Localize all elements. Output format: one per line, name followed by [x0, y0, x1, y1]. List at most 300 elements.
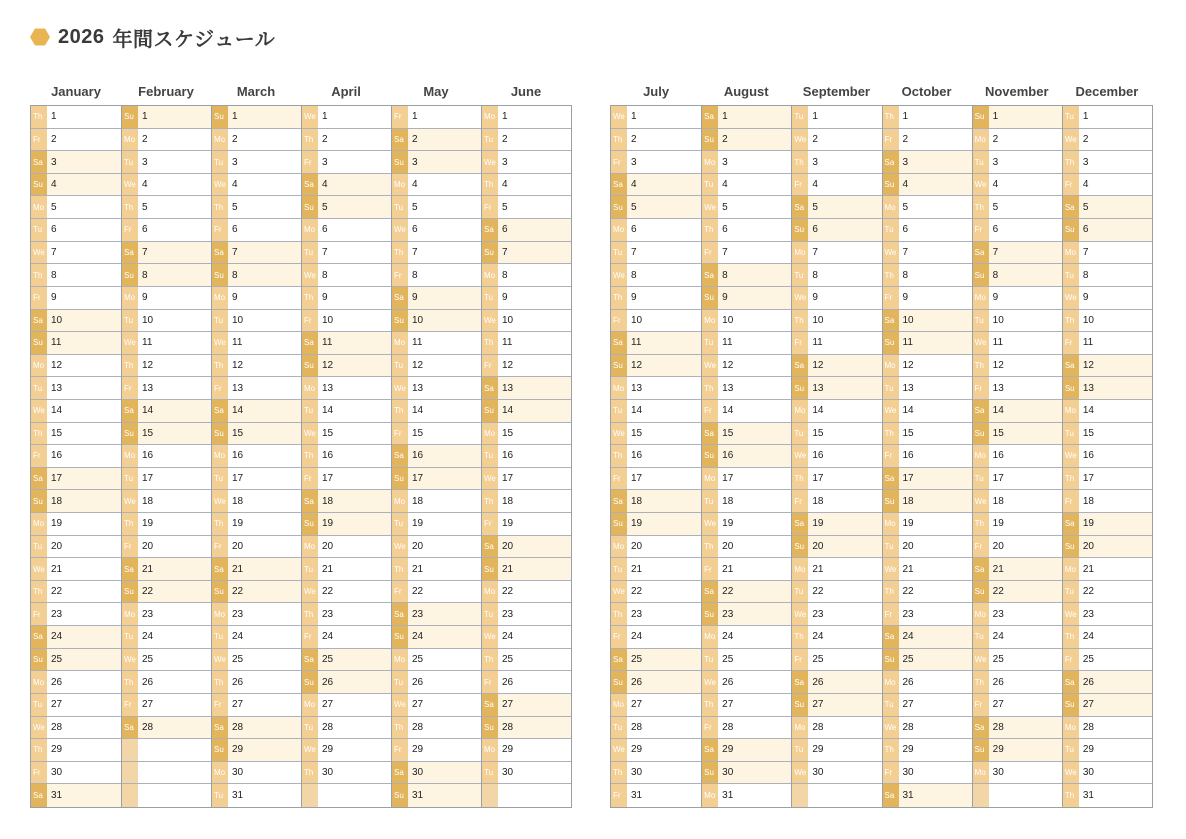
day-cell[interactable]	[611, 196, 701, 219]
day-cell[interactable]	[392, 468, 482, 491]
day-cell[interactable]	[611, 445, 701, 468]
day-cell[interactable]	[883, 717, 973, 740]
day-cell[interactable]	[122, 196, 212, 219]
day-cell[interactable]	[1063, 558, 1153, 581]
day-cell[interactable]	[302, 626, 392, 649]
day-cell[interactable]	[302, 739, 392, 762]
day-cell[interactable]	[122, 581, 212, 604]
day-cell[interactable]	[792, 400, 882, 423]
day-cell[interactable]	[212, 558, 302, 581]
day-cell[interactable]	[883, 106, 973, 129]
day-cell[interactable]	[792, 694, 882, 717]
day-cell[interactable]	[702, 558, 792, 581]
day-cell[interactable]	[482, 717, 572, 740]
day-cell[interactable]	[302, 717, 392, 740]
day-cell[interactable]	[31, 490, 121, 513]
day-cell[interactable]	[212, 649, 302, 672]
day-cell[interactable]	[31, 694, 121, 717]
day-cell[interactable]	[1063, 626, 1153, 649]
day-cell[interactable]	[1063, 694, 1153, 717]
day-cell[interactable]	[212, 784, 302, 807]
day-cell[interactable]	[883, 219, 973, 242]
day-cell[interactable]	[212, 106, 302, 129]
day-cell[interactable]	[212, 287, 302, 310]
day-cell[interactable]	[792, 739, 882, 762]
day-cell[interactable]	[611, 581, 701, 604]
day-cell[interactable]	[702, 264, 792, 287]
day-cell[interactable]	[31, 671, 121, 694]
day-cell[interactable]	[611, 377, 701, 400]
day-cell[interactable]	[1063, 784, 1153, 807]
day-cell[interactable]	[792, 626, 882, 649]
day-cell[interactable]	[1063, 762, 1153, 785]
day-cell[interactable]	[883, 671, 973, 694]
day-cell[interactable]	[31, 129, 121, 152]
day-cell[interactable]	[611, 603, 701, 626]
day-cell[interactable]	[1063, 242, 1153, 265]
day-cell[interactable]	[31, 717, 121, 740]
day-cell[interactable]	[702, 445, 792, 468]
day-cell[interactable]	[212, 400, 302, 423]
day-cell[interactable]	[973, 332, 1063, 355]
day-cell[interactable]	[1063, 377, 1153, 400]
day-cell[interactable]	[973, 377, 1063, 400]
day-cell[interactable]	[31, 287, 121, 310]
day-cell[interactable]	[482, 445, 572, 468]
day-cell[interactable]	[482, 196, 572, 219]
day-cell[interactable]	[482, 129, 572, 152]
day-cell[interactable]	[122, 106, 212, 129]
day-cell[interactable]	[1063, 423, 1153, 446]
day-cell[interactable]	[973, 468, 1063, 491]
day-cell[interactable]	[1063, 174, 1153, 197]
day-cell[interactable]	[792, 445, 882, 468]
day-cell[interactable]	[31, 581, 121, 604]
day-cell[interactable]	[883, 264, 973, 287]
day-cell[interactable]	[31, 626, 121, 649]
day-cell[interactable]	[1063, 219, 1153, 242]
day-cell[interactable]	[122, 513, 212, 536]
day-cell[interactable]	[1063, 400, 1153, 423]
day-cell[interactable]	[1063, 490, 1153, 513]
day-cell[interactable]	[702, 513, 792, 536]
day-cell[interactable]	[973, 287, 1063, 310]
day-cell[interactable]	[702, 739, 792, 762]
day-cell[interactable]	[973, 400, 1063, 423]
day-cell[interactable]	[883, 762, 973, 785]
day-cell[interactable]	[122, 490, 212, 513]
day-cell[interactable]	[392, 694, 482, 717]
day-cell[interactable]	[702, 355, 792, 378]
day-cell[interactable]	[973, 671, 1063, 694]
day-cell[interactable]	[122, 355, 212, 378]
day-cell[interactable]	[611, 694, 701, 717]
day-cell[interactable]	[611, 174, 701, 197]
day-cell[interactable]	[122, 264, 212, 287]
day-cell[interactable]	[392, 264, 482, 287]
day-cell[interactable]	[122, 423, 212, 446]
day-cell[interactable]	[122, 287, 212, 310]
day-cell[interactable]	[392, 310, 482, 333]
day-cell[interactable]	[212, 626, 302, 649]
day-cell[interactable]	[482, 649, 572, 672]
day-cell[interactable]	[482, 694, 572, 717]
day-cell[interactable]	[302, 332, 392, 355]
day-cell[interactable]	[792, 513, 882, 536]
day-cell[interactable]	[302, 355, 392, 378]
day-cell[interactable]	[31, 649, 121, 672]
day-cell[interactable]	[1063, 513, 1153, 536]
day-cell[interactable]	[482, 287, 572, 310]
day-cell[interactable]	[702, 219, 792, 242]
day-cell[interactable]	[973, 490, 1063, 513]
day-cell[interactable]	[973, 445, 1063, 468]
day-cell[interactable]	[702, 694, 792, 717]
day-cell[interactable]	[31, 762, 121, 785]
day-cell[interactable]	[702, 106, 792, 129]
day-cell[interactable]	[482, 106, 572, 129]
day-cell[interactable]	[792, 151, 882, 174]
day-cell[interactable]	[122, 310, 212, 333]
day-cell[interactable]	[302, 129, 392, 152]
day-cell[interactable]	[702, 649, 792, 672]
day-cell[interactable]	[702, 310, 792, 333]
day-cell[interactable]	[792, 649, 882, 672]
day-cell[interactable]	[302, 694, 392, 717]
day-cell[interactable]	[302, 174, 392, 197]
day-cell[interactable]	[973, 355, 1063, 378]
day-cell[interactable]	[212, 762, 302, 785]
day-cell[interactable]	[302, 603, 392, 626]
day-cell[interactable]	[122, 671, 212, 694]
day-cell[interactable]	[973, 219, 1063, 242]
day-cell[interactable]	[392, 762, 482, 785]
day-cell[interactable]	[212, 242, 302, 265]
day-cell[interactable]	[611, 649, 701, 672]
day-cell[interactable]	[31, 151, 121, 174]
day-cell[interactable]	[611, 400, 701, 423]
day-cell[interactable]	[31, 603, 121, 626]
day-cell[interactable]	[31, 106, 121, 129]
day-cell[interactable]	[1063, 129, 1153, 152]
day-cell[interactable]	[611, 332, 701, 355]
day-cell[interactable]	[611, 423, 701, 446]
day-cell[interactable]	[302, 264, 392, 287]
day-cell[interactable]	[31, 536, 121, 559]
day-cell[interactable]	[792, 603, 882, 626]
day-cell[interactable]	[792, 174, 882, 197]
day-cell[interactable]	[883, 490, 973, 513]
day-cell[interactable]	[212, 671, 302, 694]
day-cell[interactable]	[392, 400, 482, 423]
day-cell[interactable]	[31, 558, 121, 581]
day-cell[interactable]	[611, 717, 701, 740]
day-cell[interactable]	[611, 219, 701, 242]
day-cell[interactable]	[611, 490, 701, 513]
day-cell[interactable]	[1063, 106, 1153, 129]
day-cell[interactable]	[611, 151, 701, 174]
day-cell[interactable]	[973, 264, 1063, 287]
day-cell[interactable]	[212, 445, 302, 468]
day-cell[interactable]	[302, 196, 392, 219]
day-cell[interactable]	[31, 377, 121, 400]
day-cell[interactable]	[482, 242, 572, 265]
day-cell[interactable]	[611, 513, 701, 536]
day-cell[interactable]	[302, 558, 392, 581]
day-cell[interactable]	[973, 106, 1063, 129]
day-cell[interactable]	[392, 151, 482, 174]
day-cell[interactable]	[883, 536, 973, 559]
day-cell[interactable]	[31, 242, 121, 265]
day-cell[interactable]	[1063, 468, 1153, 491]
day-cell[interactable]	[792, 762, 882, 785]
day-cell[interactable]	[392, 332, 482, 355]
day-cell[interactable]	[122, 536, 212, 559]
day-cell[interactable]	[392, 377, 482, 400]
day-cell[interactable]	[122, 445, 212, 468]
day-cell[interactable]	[392, 536, 482, 559]
day-cell[interactable]	[702, 242, 792, 265]
day-cell[interactable]	[122, 603, 212, 626]
day-cell[interactable]	[392, 423, 482, 446]
day-cell[interactable]	[1063, 332, 1153, 355]
day-cell[interactable]	[482, 400, 572, 423]
day-cell[interactable]	[212, 355, 302, 378]
day-cell[interactable]	[883, 242, 973, 265]
day-cell[interactable]	[482, 468, 572, 491]
day-cell[interactable]	[482, 513, 572, 536]
day-cell[interactable]	[392, 219, 482, 242]
day-cell[interactable]	[973, 174, 1063, 197]
day-cell[interactable]	[611, 762, 701, 785]
day-cell[interactable]	[122, 558, 212, 581]
day-cell[interactable]	[482, 490, 572, 513]
day-cell[interactable]	[122, 332, 212, 355]
day-cell[interactable]	[973, 649, 1063, 672]
day-cell[interactable]	[392, 174, 482, 197]
day-cell[interactable]	[792, 423, 882, 446]
day-cell[interactable]	[973, 310, 1063, 333]
day-cell[interactable]	[482, 762, 572, 785]
day-cell[interactable]	[482, 423, 572, 446]
day-cell[interactable]	[611, 558, 701, 581]
day-cell[interactable]	[212, 129, 302, 152]
day-cell[interactable]	[973, 626, 1063, 649]
day-cell[interactable]	[31, 174, 121, 197]
day-cell[interactable]	[302, 400, 392, 423]
day-cell[interactable]	[883, 581, 973, 604]
day-cell[interactable]	[883, 129, 973, 152]
day-cell[interactable]	[31, 355, 121, 378]
day-cell[interactable]	[702, 671, 792, 694]
day-cell[interactable]	[122, 468, 212, 491]
day-cell[interactable]	[212, 377, 302, 400]
day-cell[interactable]	[883, 174, 973, 197]
day-cell[interactable]	[31, 219, 121, 242]
day-cell[interactable]	[883, 739, 973, 762]
day-cell[interactable]	[122, 174, 212, 197]
day-cell[interactable]	[973, 581, 1063, 604]
day-cell[interactable]	[302, 671, 392, 694]
day-cell[interactable]	[702, 626, 792, 649]
day-cell[interactable]	[122, 694, 212, 717]
day-cell[interactable]	[792, 129, 882, 152]
day-cell[interactable]	[883, 603, 973, 626]
day-cell[interactable]	[212, 513, 302, 536]
day-cell[interactable]	[883, 558, 973, 581]
day-cell[interactable]	[1063, 287, 1153, 310]
day-cell[interactable]	[702, 468, 792, 491]
day-cell[interactable]	[302, 581, 392, 604]
day-cell[interactable]	[1063, 739, 1153, 762]
day-cell[interactable]	[212, 174, 302, 197]
day-cell[interactable]	[482, 739, 572, 762]
day-cell[interactable]	[31, 196, 121, 219]
day-cell[interactable]	[702, 151, 792, 174]
day-cell[interactable]	[482, 581, 572, 604]
day-cell[interactable]	[883, 355, 973, 378]
day-cell[interactable]	[611, 784, 701, 807]
day-cell[interactable]	[31, 332, 121, 355]
day-cell[interactable]	[212, 196, 302, 219]
day-cell[interactable]	[973, 536, 1063, 559]
day-cell[interactable]	[482, 332, 572, 355]
day-cell[interactable]	[302, 423, 392, 446]
day-cell[interactable]	[392, 671, 482, 694]
day-cell[interactable]	[212, 264, 302, 287]
day-cell[interactable]	[973, 196, 1063, 219]
day-cell[interactable]	[1063, 151, 1153, 174]
day-cell[interactable]	[122, 377, 212, 400]
day-cell[interactable]	[31, 264, 121, 287]
day-cell[interactable]	[702, 762, 792, 785]
day-cell[interactable]	[302, 468, 392, 491]
day-cell[interactable]	[883, 445, 973, 468]
day-cell[interactable]	[792, 242, 882, 265]
day-cell[interactable]	[1063, 310, 1153, 333]
day-cell[interactable]	[973, 129, 1063, 152]
day-cell[interactable]	[1063, 264, 1153, 287]
day-cell[interactable]	[1063, 671, 1153, 694]
day-cell[interactable]	[392, 196, 482, 219]
day-cell[interactable]	[482, 377, 572, 400]
day-cell[interactable]	[31, 468, 121, 491]
day-cell[interactable]	[302, 377, 392, 400]
day-cell[interactable]	[302, 310, 392, 333]
day-cell[interactable]	[122, 129, 212, 152]
day-cell[interactable]	[302, 513, 392, 536]
day-cell[interactable]	[122, 242, 212, 265]
day-cell[interactable]	[122, 151, 212, 174]
day-cell[interactable]	[611, 536, 701, 559]
day-cell[interactable]	[611, 739, 701, 762]
day-cell[interactable]	[31, 400, 121, 423]
day-cell[interactable]	[482, 558, 572, 581]
day-cell[interactable]	[611, 355, 701, 378]
day-cell[interactable]	[702, 536, 792, 559]
day-cell[interactable]	[302, 445, 392, 468]
day-cell[interactable]	[973, 739, 1063, 762]
day-cell[interactable]	[31, 784, 121, 807]
day-cell[interactable]	[392, 649, 482, 672]
day-cell[interactable]	[883, 784, 973, 807]
day-cell[interactable]	[973, 242, 1063, 265]
day-cell[interactable]	[792, 106, 882, 129]
day-cell[interactable]	[883, 649, 973, 672]
day-cell[interactable]	[702, 784, 792, 807]
day-cell[interactable]	[702, 490, 792, 513]
day-cell[interactable]	[792, 287, 882, 310]
day-cell[interactable]	[302, 242, 392, 265]
day-cell[interactable]	[482, 174, 572, 197]
day-cell[interactable]	[883, 196, 973, 219]
day-cell[interactable]	[792, 536, 882, 559]
day-cell[interactable]	[702, 196, 792, 219]
day-cell[interactable]	[212, 151, 302, 174]
day-cell[interactable]	[122, 626, 212, 649]
day-cell[interactable]	[392, 490, 482, 513]
day-cell[interactable]	[482, 264, 572, 287]
day-cell[interactable]	[122, 219, 212, 242]
day-cell[interactable]	[392, 129, 482, 152]
day-cell[interactable]	[883, 377, 973, 400]
day-cell[interactable]	[212, 332, 302, 355]
day-cell[interactable]	[792, 377, 882, 400]
day-cell[interactable]	[1063, 649, 1153, 672]
day-cell[interactable]	[792, 490, 882, 513]
day-cell[interactable]	[792, 671, 882, 694]
day-cell[interactable]	[973, 694, 1063, 717]
day-cell[interactable]	[212, 490, 302, 513]
day-cell[interactable]	[31, 445, 121, 468]
day-cell[interactable]	[302, 536, 392, 559]
day-cell[interactable]	[883, 287, 973, 310]
day-cell[interactable]	[302, 287, 392, 310]
day-cell[interactable]	[883, 626, 973, 649]
day-cell[interactable]	[392, 445, 482, 468]
day-cell[interactable]	[212, 219, 302, 242]
day-cell[interactable]	[392, 242, 482, 265]
day-cell[interactable]	[392, 106, 482, 129]
day-cell[interactable]	[482, 671, 572, 694]
day-cell[interactable]	[792, 219, 882, 242]
day-cell[interactable]	[392, 739, 482, 762]
day-cell[interactable]	[392, 626, 482, 649]
day-cell[interactable]	[792, 717, 882, 740]
day-cell[interactable]	[792, 332, 882, 355]
day-cell[interactable]	[302, 151, 392, 174]
day-cell[interactable]	[302, 219, 392, 242]
day-cell[interactable]	[31, 423, 121, 446]
day-cell[interactable]	[1063, 355, 1153, 378]
day-cell[interactable]	[702, 129, 792, 152]
day-cell[interactable]	[702, 423, 792, 446]
day-cell[interactable]	[212, 694, 302, 717]
day-cell[interactable]	[392, 513, 482, 536]
day-cell[interactable]	[702, 603, 792, 626]
day-cell[interactable]	[482, 536, 572, 559]
day-cell[interactable]	[392, 287, 482, 310]
day-cell[interactable]	[31, 310, 121, 333]
day-cell[interactable]	[1063, 196, 1153, 219]
day-cell[interactable]	[302, 762, 392, 785]
day-cell[interactable]	[883, 468, 973, 491]
day-cell[interactable]	[792, 581, 882, 604]
day-cell[interactable]	[611, 671, 701, 694]
day-cell[interactable]	[392, 581, 482, 604]
day-cell[interactable]	[611, 106, 701, 129]
day-cell[interactable]	[1063, 536, 1153, 559]
